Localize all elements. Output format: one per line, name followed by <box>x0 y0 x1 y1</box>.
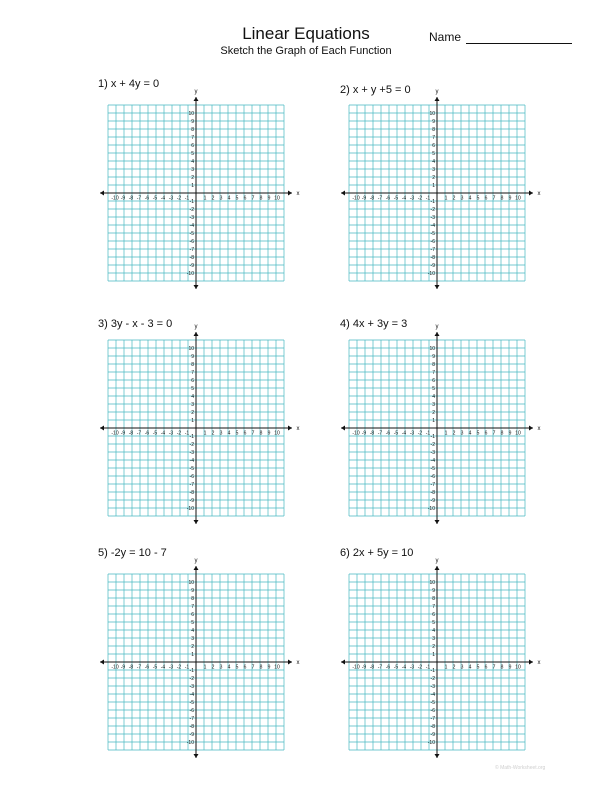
y-tick-label: 3 <box>432 636 435 642</box>
y-tick-label: -4 <box>189 458 194 464</box>
x-arrow-left-icon <box>100 426 104 431</box>
x-tick-label: -2 <box>176 430 182 437</box>
y-tick-label: 3 <box>191 636 194 642</box>
x-tick-label: -6 <box>144 664 150 671</box>
x-tick-label: 7 <box>492 664 496 671</box>
y-tick-label: 5 <box>432 386 435 392</box>
y-tick-label: -3 <box>430 450 435 456</box>
y-tick-label: 1 <box>191 418 194 424</box>
x-tick-label: 2 <box>211 664 215 671</box>
x-tick-label: -6 <box>385 664 391 671</box>
x-tick-label: 7 <box>251 430 255 437</box>
y-tick-label: 3 <box>191 167 194 173</box>
y-arrow-down-icon <box>194 754 199 758</box>
y-arrow-up-icon <box>435 332 440 336</box>
x-tick-label: 2 <box>452 664 456 671</box>
x-tick-label: -9 <box>120 664 126 671</box>
x-tick-label: -7 <box>377 430 383 437</box>
y-tick-label: 10 <box>429 111 435 117</box>
y-arrow-down-icon <box>435 520 440 524</box>
y-arrow-down-icon <box>435 754 440 758</box>
x-tick-label: 10 <box>274 664 280 671</box>
x-tick-label: -9 <box>361 664 367 671</box>
y-tick-label: 1 <box>191 652 194 658</box>
y-tick-label: -6 <box>189 239 194 245</box>
x-tick-label: -1 <box>425 195 431 202</box>
y-tick-label: 8 <box>191 596 194 602</box>
x-tick-label: 9 <box>508 195 512 202</box>
y-tick-label: 6 <box>432 378 435 384</box>
y-tick-label: -10 <box>427 740 435 746</box>
y-tick-label: -6 <box>189 474 194 480</box>
y-tick-label: 7 <box>191 604 194 610</box>
x-tick-label: 8 <box>500 664 504 671</box>
x-tick-label: -5 <box>152 195 158 202</box>
y-tick-label: -9 <box>189 498 194 504</box>
x-tick-label: 3 <box>460 664 464 671</box>
coordinate-grid-2 <box>341 89 541 289</box>
y-tick-label: 9 <box>432 119 435 125</box>
y-tick-label: 4 <box>432 159 435 165</box>
y-tick-label: -6 <box>430 474 435 480</box>
y-tick-label: -4 <box>430 458 435 464</box>
y-axis-label: y <box>435 89 439 95</box>
y-tick-label: 2 <box>432 644 435 650</box>
x-tick-label: 2 <box>211 195 215 202</box>
x-tick-label: 9 <box>267 430 271 437</box>
problem-1-label: 1) x + 4y = 0 <box>98 78 160 90</box>
x-tick-label: 3 <box>219 195 223 202</box>
x-tick-label: -4 <box>160 195 166 202</box>
y-tick-label: -5 <box>430 231 435 237</box>
y-tick-label: -8 <box>189 255 194 261</box>
y-tick-label: -10 <box>427 271 435 277</box>
y-tick-label: -4 <box>430 223 435 229</box>
x-tick-label: -2 <box>417 664 423 671</box>
y-tick-label: -1 <box>430 434 435 440</box>
y-tick-label: -4 <box>189 692 194 698</box>
x-tick-label: 2 <box>452 195 456 202</box>
x-arrow-left-icon <box>341 191 345 196</box>
x-arrow-right-icon <box>288 426 292 431</box>
page-subtitle: Sketch the Graph of Each Function <box>220 45 392 57</box>
x-tick-label: -4 <box>160 664 166 671</box>
x-tick-label: -2 <box>176 195 182 202</box>
x-tick-label: -2 <box>417 195 423 202</box>
y-tick-label: -9 <box>189 263 194 269</box>
x-tick-label: 1 <box>203 664 207 671</box>
x-tick-label: 1 <box>203 430 207 437</box>
x-tick-label: -8 <box>369 195 375 202</box>
y-tick-label: -5 <box>189 466 194 472</box>
x-tick-label: 6 <box>243 195 247 202</box>
x-tick-label: -7 <box>377 664 383 671</box>
x-tick-label: 7 <box>492 430 496 437</box>
y-arrow-up-icon <box>194 97 199 101</box>
y-tick-label: 4 <box>432 394 435 400</box>
x-tick-label: -5 <box>152 664 158 671</box>
y-tick-label: -8 <box>430 490 435 496</box>
x-tick-label: -10 <box>352 195 360 202</box>
x-tick-label: -10 <box>111 664 119 671</box>
x-tick-label: -9 <box>361 195 367 202</box>
x-tick-label: 6 <box>243 430 247 437</box>
y-tick-label: -9 <box>430 263 435 269</box>
x-tick-label: 5 <box>235 664 239 671</box>
y-tick-label: -1 <box>189 434 194 440</box>
x-tick-label: -4 <box>401 195 407 202</box>
x-tick-label: 7 <box>251 195 255 202</box>
x-tick-label: -6 <box>144 430 150 437</box>
x-tick-label: -10 <box>352 664 360 671</box>
x-tick-label: -1 <box>425 430 431 437</box>
x-arrow-right-icon <box>288 660 292 665</box>
problem-5-label: 5) -2y = 10 - 7 <box>98 547 167 559</box>
x-arrow-right-icon <box>288 191 292 196</box>
y-tick-label: -6 <box>430 708 435 714</box>
x-tick-label: -10 <box>111 195 119 202</box>
y-tick-label: 6 <box>432 143 435 149</box>
coordinate-grid-4 <box>341 324 541 524</box>
y-arrow-up-icon <box>435 97 440 101</box>
x-tick-label: 4 <box>468 664 472 671</box>
x-tick-label: -8 <box>128 664 134 671</box>
x-tick-label: 7 <box>251 664 255 671</box>
y-tick-label: -3 <box>430 684 435 690</box>
x-tick-label: 6 <box>484 430 488 437</box>
y-tick-label: -7 <box>189 716 194 722</box>
y-axis-label: y <box>435 558 439 564</box>
x-tick-label: 5 <box>235 430 239 437</box>
x-tick-label: 5 <box>476 195 480 202</box>
y-tick-label: 9 <box>191 119 194 125</box>
y-tick-label: -4 <box>430 692 435 698</box>
y-tick-label: 1 <box>432 652 435 658</box>
y-tick-label: -10 <box>186 506 194 512</box>
y-tick-label: -3 <box>189 684 194 690</box>
y-tick-label: 2 <box>191 410 194 416</box>
y-tick-label: -6 <box>189 708 194 714</box>
x-arrow-right-icon <box>529 660 533 665</box>
y-tick-label: 5 <box>432 620 435 626</box>
y-tick-label: 2 <box>191 644 194 650</box>
y-tick-label: -2 <box>189 207 194 213</box>
y-tick-label: -7 <box>430 247 435 253</box>
y-tick-label: 7 <box>432 370 435 376</box>
x-tick-label: -7 <box>136 664 142 671</box>
x-tick-label: -7 <box>136 195 142 202</box>
x-tick-label: -10 <box>352 430 360 437</box>
x-tick-label: 3 <box>460 195 464 202</box>
y-tick-label: 5 <box>191 386 194 392</box>
y-tick-label: 4 <box>191 394 194 400</box>
x-tick-label: -2 <box>176 664 182 671</box>
x-tick-label: -4 <box>401 430 407 437</box>
x-tick-label: -10 <box>111 430 119 437</box>
y-axis-label: y <box>194 89 198 95</box>
coordinate-grid-5 <box>100 558 300 758</box>
y-tick-label: 8 <box>432 362 435 368</box>
y-tick-label: -5 <box>189 231 194 237</box>
y-tick-label: 4 <box>191 628 194 634</box>
x-tick-label: 4 <box>468 430 472 437</box>
x-tick-label: -5 <box>393 664 399 671</box>
y-tick-label: -7 <box>189 482 194 488</box>
y-tick-label: 6 <box>191 612 194 618</box>
y-tick-label: -7 <box>189 247 194 253</box>
y-tick-label: 8 <box>432 127 435 133</box>
x-tick-label: -5 <box>393 195 399 202</box>
y-tick-label: -8 <box>189 490 194 496</box>
y-tick-label: -1 <box>430 199 435 205</box>
y-tick-label: -7 <box>430 482 435 488</box>
y-tick-label: 5 <box>191 151 194 157</box>
y-tick-label: 9 <box>191 588 194 594</box>
x-tick-label: 9 <box>508 664 512 671</box>
y-tick-label: -10 <box>186 740 194 746</box>
x-tick-label: 2 <box>211 430 215 437</box>
x-arrow-right-icon <box>529 191 533 196</box>
x-arrow-right-icon <box>529 426 533 431</box>
x-tick-label: 1 <box>444 195 448 202</box>
x-tick-label: -7 <box>136 430 142 437</box>
x-tick-label: 10 <box>515 664 521 671</box>
x-axis-label: x <box>296 426 300 432</box>
x-tick-label: 10 <box>274 195 280 202</box>
x-tick-label: 3 <box>460 430 464 437</box>
x-tick-label: 5 <box>476 664 480 671</box>
x-tick-label: 10 <box>274 430 280 437</box>
x-tick-label: 10 <box>515 195 521 202</box>
y-tick-label: -3 <box>189 450 194 456</box>
x-arrow-left-icon <box>341 426 345 431</box>
problem-3-label: 3) 3y - x - 3 = 0 <box>98 318 173 330</box>
x-tick-label: -4 <box>160 430 166 437</box>
y-tick-label: 1 <box>191 183 194 189</box>
page-title: Linear Equations <box>242 24 370 43</box>
x-tick-label: -3 <box>409 664 415 671</box>
x-tick-label: 6 <box>243 664 247 671</box>
y-tick-label: -7 <box>430 716 435 722</box>
x-tick-label: -1 <box>425 664 431 671</box>
y-tick-label: -6 <box>430 239 435 245</box>
x-tick-label: -5 <box>152 430 158 437</box>
x-tick-label: 2 <box>452 430 456 437</box>
x-tick-label: -3 <box>168 195 174 202</box>
x-tick-label: -2 <box>417 430 423 437</box>
x-tick-label: -3 <box>168 664 174 671</box>
y-tick-label: -9 <box>189 732 194 738</box>
x-tick-label: -9 <box>120 430 126 437</box>
x-tick-label: 4 <box>468 195 472 202</box>
x-tick-label: 9 <box>267 195 271 202</box>
problem-6-label: 6) 2x + 5y = 10 <box>340 547 414 559</box>
y-tick-label: 2 <box>432 175 435 181</box>
y-axis-label: y <box>194 324 198 330</box>
y-arrow-down-icon <box>194 285 199 289</box>
x-axis-label: x <box>296 660 300 666</box>
x-tick-label: 1 <box>444 430 448 437</box>
x-tick-label: -8 <box>128 430 134 437</box>
y-tick-label: -3 <box>189 215 194 221</box>
y-tick-label: 10 <box>429 580 435 586</box>
x-tick-label: -5 <box>393 430 399 437</box>
y-tick-label: 7 <box>432 604 435 610</box>
x-arrow-left-icon <box>100 660 104 665</box>
x-axis-label: x <box>296 191 300 197</box>
x-tick-label: -3 <box>409 195 415 202</box>
x-tick-label: -1 <box>184 664 190 671</box>
problem-4-label: 4) 4x + 3y = 3 <box>340 318 408 330</box>
y-tick-label: -8 <box>189 724 194 730</box>
y-arrow-down-icon <box>435 285 440 289</box>
x-arrow-left-icon <box>341 660 345 665</box>
y-tick-label: 8 <box>191 362 194 368</box>
y-tick-label: -2 <box>430 442 435 448</box>
y-tick-label: -2 <box>430 207 435 213</box>
y-tick-label: 10 <box>429 346 435 352</box>
y-tick-label: -9 <box>430 498 435 504</box>
y-tick-label: -5 <box>189 700 194 706</box>
y-tick-label: -2 <box>189 676 194 682</box>
x-tick-label: 9 <box>508 430 512 437</box>
y-tick-label: -1 <box>189 668 194 674</box>
y-tick-label: 10 <box>188 346 194 352</box>
x-tick-label: 3 <box>219 664 223 671</box>
x-axis-label: x <box>537 426 541 432</box>
x-tick-label: 6 <box>484 664 488 671</box>
y-tick-label: 7 <box>432 135 435 141</box>
x-tick-label: -6 <box>385 195 391 202</box>
footer-credit: © Math-Worksheet.org <box>495 765 546 771</box>
x-axis-label: x <box>537 660 541 666</box>
x-tick-label: -8 <box>369 664 375 671</box>
y-tick-label: -2 <box>430 676 435 682</box>
x-tick-label: 8 <box>500 195 504 202</box>
x-tick-label: 1 <box>444 664 448 671</box>
x-tick-label: 9 <box>267 664 271 671</box>
y-tick-label: 9 <box>432 588 435 594</box>
y-tick-label: 4 <box>432 628 435 634</box>
y-tick-label: -10 <box>427 506 435 512</box>
x-tick-label: -9 <box>361 430 367 437</box>
y-arrow-up-icon <box>194 566 199 570</box>
x-tick-label: -8 <box>128 195 134 202</box>
y-tick-label: 3 <box>432 167 435 173</box>
coordinate-grid-6 <box>341 558 541 758</box>
x-tick-label: -8 <box>369 430 375 437</box>
y-tick-label: 10 <box>188 580 194 586</box>
y-tick-label: 2 <box>191 175 194 181</box>
x-tick-label: 5 <box>235 195 239 202</box>
name-label: Name <box>429 30 462 44</box>
x-tick-label: -7 <box>377 195 383 202</box>
x-tick-label: 1 <box>203 195 207 202</box>
y-tick-label: -8 <box>430 255 435 261</box>
x-tick-label: 8 <box>259 430 263 437</box>
y-tick-label: 6 <box>191 378 194 384</box>
y-tick-label: 6 <box>432 612 435 618</box>
x-tick-label: 7 <box>492 195 496 202</box>
x-tick-label: 5 <box>476 430 480 437</box>
problem-2-label: 2) x + y +5 = 0 <box>340 84 411 96</box>
y-tick-label: 3 <box>191 402 194 408</box>
x-tick-label: 4 <box>227 664 231 671</box>
x-tick-label: -6 <box>385 430 391 437</box>
y-tick-label: 2 <box>432 410 435 416</box>
y-tick-label: -8 <box>430 724 435 730</box>
x-tick-label: 8 <box>259 195 263 202</box>
coordinate-grid-3 <box>100 324 300 524</box>
y-tick-label: 9 <box>191 354 194 360</box>
x-tick-label: -3 <box>168 430 174 437</box>
y-tick-label: 8 <box>432 596 435 602</box>
y-tick-label: 7 <box>191 135 194 141</box>
y-arrow-down-icon <box>194 520 199 524</box>
y-tick-label: 4 <box>191 159 194 165</box>
y-tick-label: 7 <box>191 370 194 376</box>
y-tick-label: -5 <box>430 700 435 706</box>
x-tick-label: 6 <box>484 195 488 202</box>
y-axis-label: y <box>194 558 198 564</box>
y-tick-label: -10 <box>186 271 194 277</box>
x-tick-label: -3 <box>409 430 415 437</box>
x-tick-label: -1 <box>184 195 190 202</box>
x-tick-label: -4 <box>401 664 407 671</box>
y-tick-label: 5 <box>191 620 194 626</box>
x-tick-label: 4 <box>227 195 231 202</box>
y-tick-label: 5 <box>432 151 435 157</box>
x-tick-label: 3 <box>219 430 223 437</box>
x-tick-label: 10 <box>515 430 521 437</box>
x-tick-label: 8 <box>500 430 504 437</box>
y-arrow-up-icon <box>194 332 199 336</box>
y-tick-label: 10 <box>188 111 194 117</box>
x-tick-label: -6 <box>144 195 150 202</box>
x-tick-label: -1 <box>184 430 190 437</box>
y-tick-label: 1 <box>432 183 435 189</box>
y-tick-label: 8 <box>191 127 194 133</box>
x-tick-label: 4 <box>227 430 231 437</box>
y-tick-label: -4 <box>189 223 194 229</box>
x-arrow-left-icon <box>100 191 104 196</box>
y-tick-label: 1 <box>432 418 435 424</box>
y-axis-label: y <box>435 324 439 330</box>
y-tick-label: -1 <box>189 199 194 205</box>
y-arrow-up-icon <box>435 566 440 570</box>
y-tick-label: -2 <box>189 442 194 448</box>
y-tick-label: -3 <box>430 215 435 221</box>
y-tick-label: 6 <box>191 143 194 149</box>
x-tick-label: 8 <box>259 664 263 671</box>
x-axis-label: x <box>537 191 541 197</box>
y-tick-label: 3 <box>432 402 435 408</box>
y-tick-label: -5 <box>430 466 435 472</box>
y-tick-label: 9 <box>432 354 435 360</box>
x-tick-label: -9 <box>120 195 126 202</box>
coordinate-grid-1 <box>100 89 300 289</box>
y-tick-label: -1 <box>430 668 435 674</box>
y-tick-label: -9 <box>430 732 435 738</box>
